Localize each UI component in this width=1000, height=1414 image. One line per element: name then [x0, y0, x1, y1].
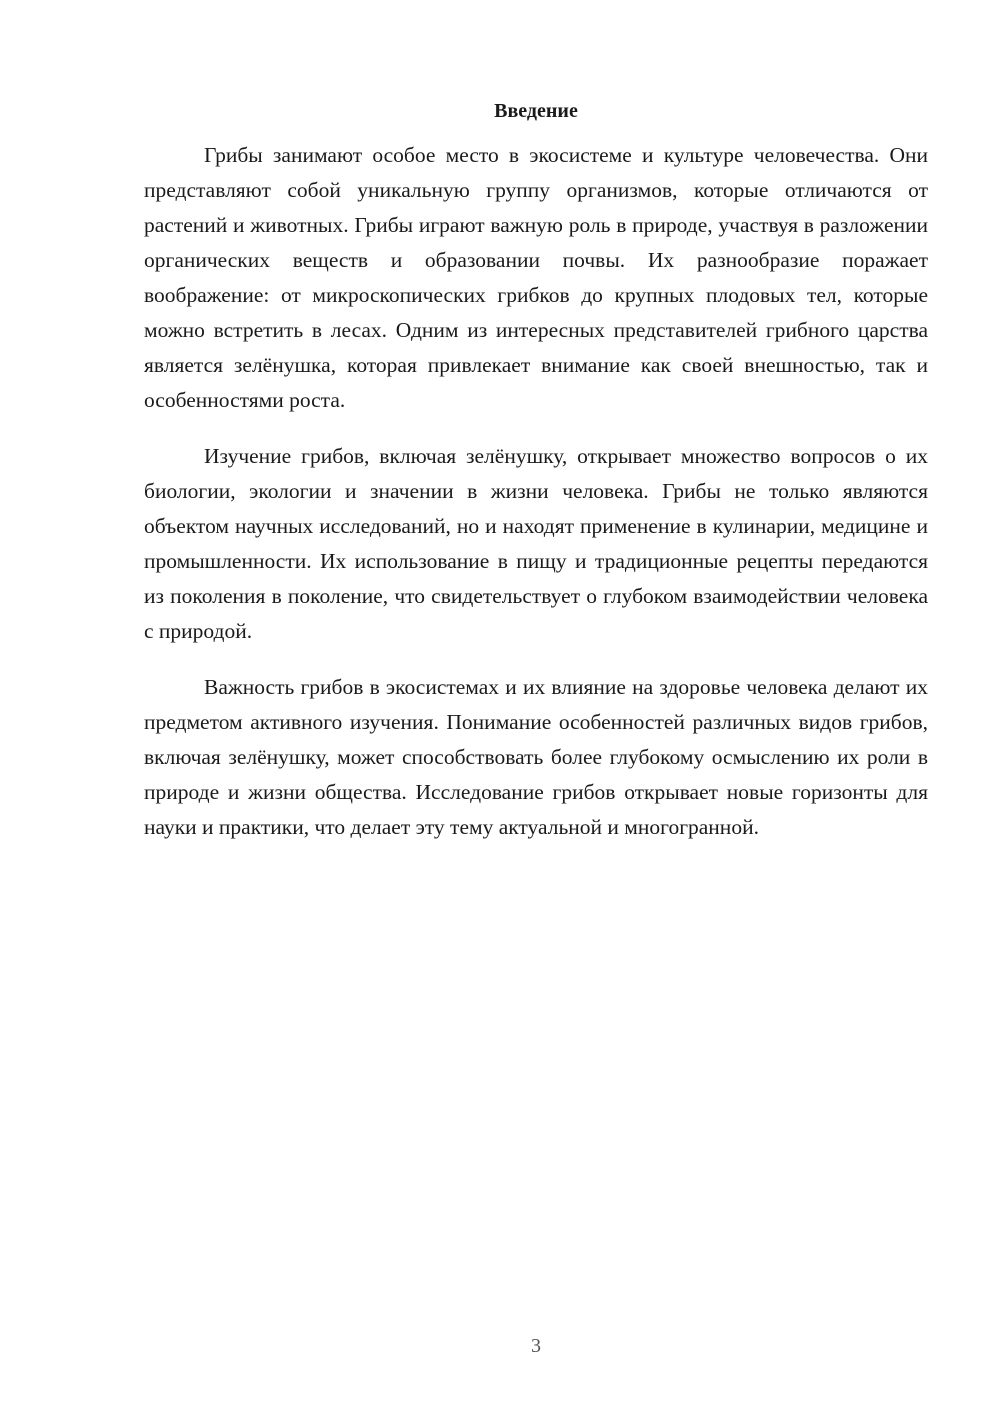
page-number: 3 [531, 1335, 541, 1357]
paragraph-2: Изучение грибов, включая зелёнушку, открывает множество вопросов о их биологии, экологии и значении в жизни человека. Грибы не только являются объектом научных исследований, но и находят применение в кулинарии, медицине и промышленности. Их использование в пищу и традиционные рецепты передаются из поколения в поколение, что свидетельствует о глубоком взаимодействии человека с природой. [144, 444, 928, 643]
paragraph-3: Важность грибов в экосистемах и их влияние на здоровье человека делают их предметом активного изучения. Понимание особенностей различных видов грибов, включая зелёнушку, может способствовать более глубокому осмыслению их роли в природе и жизни общества. Исследование грибов открывает новые горизонты для науки и практики, что делает эту тему актуальной и многогранной. [144, 675, 928, 839]
paragraph-1: Грибы занимают особое место в экосистеме и культуре человечества. Они представляют собой уникальную группу организмов, которые отличаются от растений и животных. Грибы играют важную роль в природе, участвуя в разложении органических веществ и образовании почвы. Их разнообразие поражает воображение: от микроскопических грибков до крупных плодовых тел, которые можно встретить в лесах. Одним из интересных представителей грибного царства является зелёнушка, которая привлекает внимание как своей внешностью, так и особенностями роста. [144, 143, 928, 412]
page-content [144, 96, 928, 866]
section-heading: Введение [494, 100, 578, 122]
